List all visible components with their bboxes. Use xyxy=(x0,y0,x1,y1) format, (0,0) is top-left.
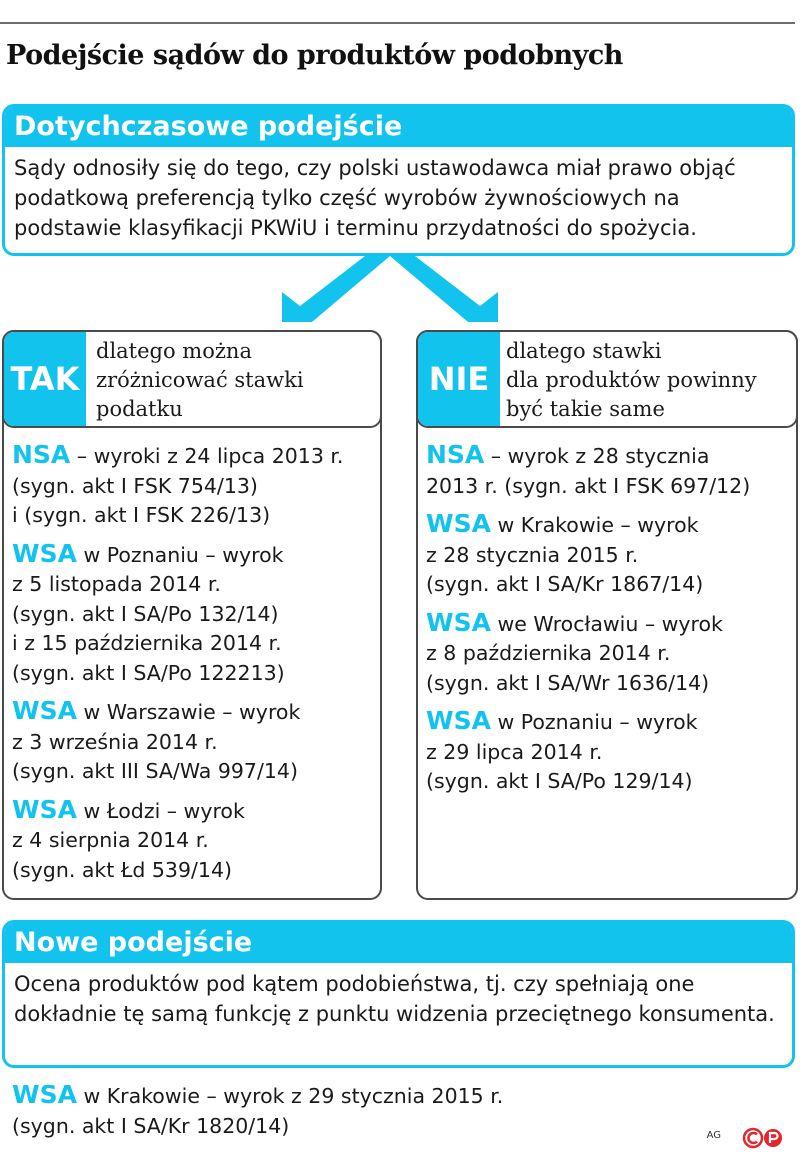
infographic-title: Podejście sądów do produktów podobnych xyxy=(6,40,623,71)
court-case-item xyxy=(426,608,750,699)
case-line: z 8 października 2014 r. xyxy=(426,641,671,665)
case-line: (sygn. akt III SA/Wa 997/14) xyxy=(12,759,298,783)
case-line: z 3 września 2014 r. xyxy=(12,729,218,754)
case-first-line xyxy=(12,795,343,827)
court-case-item xyxy=(426,509,750,600)
court-name: WSA xyxy=(426,607,491,637)
yes-tag: TAK xyxy=(4,332,86,426)
court-case-item xyxy=(12,696,343,787)
case-text: w Poznaniu – wyrok xyxy=(76,542,284,567)
case-first-line xyxy=(426,509,750,541)
left-arrow-icon xyxy=(282,256,390,322)
new-ruling-line1: w Krakowie – wyrok z 29 stycznia 2015 r. xyxy=(76,1084,504,1108)
court-case-item xyxy=(12,795,343,886)
case-text: w Krakowie – wyrok xyxy=(490,513,699,537)
court-name: NSA xyxy=(12,440,71,469)
case-first-line xyxy=(426,440,750,472)
case-line: (sygn. akt I SA/Po 122213) xyxy=(12,660,285,685)
case-line: (sygn. akt I SA/Po 129/14) xyxy=(426,769,693,793)
case-line: z 5 listopada 2014 r. xyxy=(12,572,221,596)
new-ruling-line2: (sygn. akt I SA/Kr 1820/14) xyxy=(12,1114,290,1138)
case-first-line xyxy=(12,539,343,571)
court-name: NSA xyxy=(426,440,485,469)
case-line: i (sygn. akt I FSK 226/13) xyxy=(12,503,271,527)
court-case-item xyxy=(12,440,343,531)
court-name: WSA xyxy=(12,538,77,568)
old-approach-text: Sądy odnosiły się do tego, czy polski ustawodawca miał prawo objąć podatkową preferencją tylko część wyrobów żywnościowych na podstawie klasyfikacji PKWiU i terminu przydatności do spożycia. xyxy=(14,156,736,240)
case-line: (sygn. akt I FSK 754/13) xyxy=(12,473,258,498)
old-approach-heading: Dotychczasowe podejście xyxy=(5,107,792,147)
court-case-item xyxy=(12,539,343,689)
case-text: we Wrocławiu – wyrok xyxy=(490,611,723,636)
case-first-line xyxy=(12,440,343,472)
case-line: (sygn. akt I SA/Kr 1867/14) xyxy=(426,572,704,596)
case-line: z 28 stycznia 2015 r. xyxy=(426,542,639,567)
case-text: w Poznaniu – wyrok xyxy=(490,710,698,734)
yes-cases-list xyxy=(12,440,343,893)
court-name: WSA xyxy=(426,706,491,735)
court-name: WSA xyxy=(12,696,77,725)
top-rule xyxy=(0,22,795,24)
case-line: z 4 sierpnia 2014 r. xyxy=(12,828,209,852)
case-first-line xyxy=(426,706,750,738)
no-branch-header xyxy=(416,330,798,428)
case-text: – wyroki z 24 lipca 2013 r. xyxy=(70,444,344,468)
court-case-item xyxy=(426,706,750,797)
split-arrows-icon xyxy=(270,250,510,326)
right-arrow-icon xyxy=(390,256,498,322)
new-approach-text: Ocena produktów pod kątem podobieństwa, tj. czy spełniają one dokładnie tę samą funkcję z punktu widzenia przeciętnego konsumenta. xyxy=(14,972,775,1026)
case-line: z 29 lipca 2014 r. xyxy=(426,739,603,764)
case-line: (sygn. akt I SA/Wr 1636/14) xyxy=(426,670,710,695)
new-approach-ruling xyxy=(12,1080,503,1141)
new-approach-heading: Nowe podejście xyxy=(5,923,792,963)
case-first-line xyxy=(426,608,750,640)
no-branch-text: dlatego stawki dla produktów powinny być takie same xyxy=(506,339,757,421)
author-credit: AG xyxy=(706,1130,721,1141)
court-case-item xyxy=(426,440,750,501)
new-approach-box xyxy=(2,920,795,1068)
new-ruling-court: WSA xyxy=(12,1080,77,1109)
yes-branch-text: dlatego można zróżnicować stawki podatku xyxy=(96,339,304,421)
publisher-logo-icon xyxy=(742,1127,786,1149)
case-line: (sygn. akt I SA/Po 132/14) xyxy=(12,601,279,626)
court-name: WSA xyxy=(426,509,491,538)
case-text: – wyrok z 28 stycznia xyxy=(484,444,710,468)
no-cases-list xyxy=(426,440,750,805)
case-line: (sygn. akt Łd 539/14) xyxy=(12,857,233,882)
no-tag: NIE xyxy=(418,332,500,426)
yes-branch-header xyxy=(2,330,382,428)
case-line: i z 15 października 2014 r. xyxy=(12,631,282,655)
case-line: 2013 r. (sygn. akt I FSK 697/12) xyxy=(426,473,751,498)
case-first-line xyxy=(12,696,343,728)
case-text: w Warszawie – wyrok xyxy=(76,700,301,724)
old-approach-box xyxy=(2,104,795,256)
case-text: w Łodzi – wyrok xyxy=(76,798,245,823)
court-name: WSA xyxy=(12,794,77,824)
